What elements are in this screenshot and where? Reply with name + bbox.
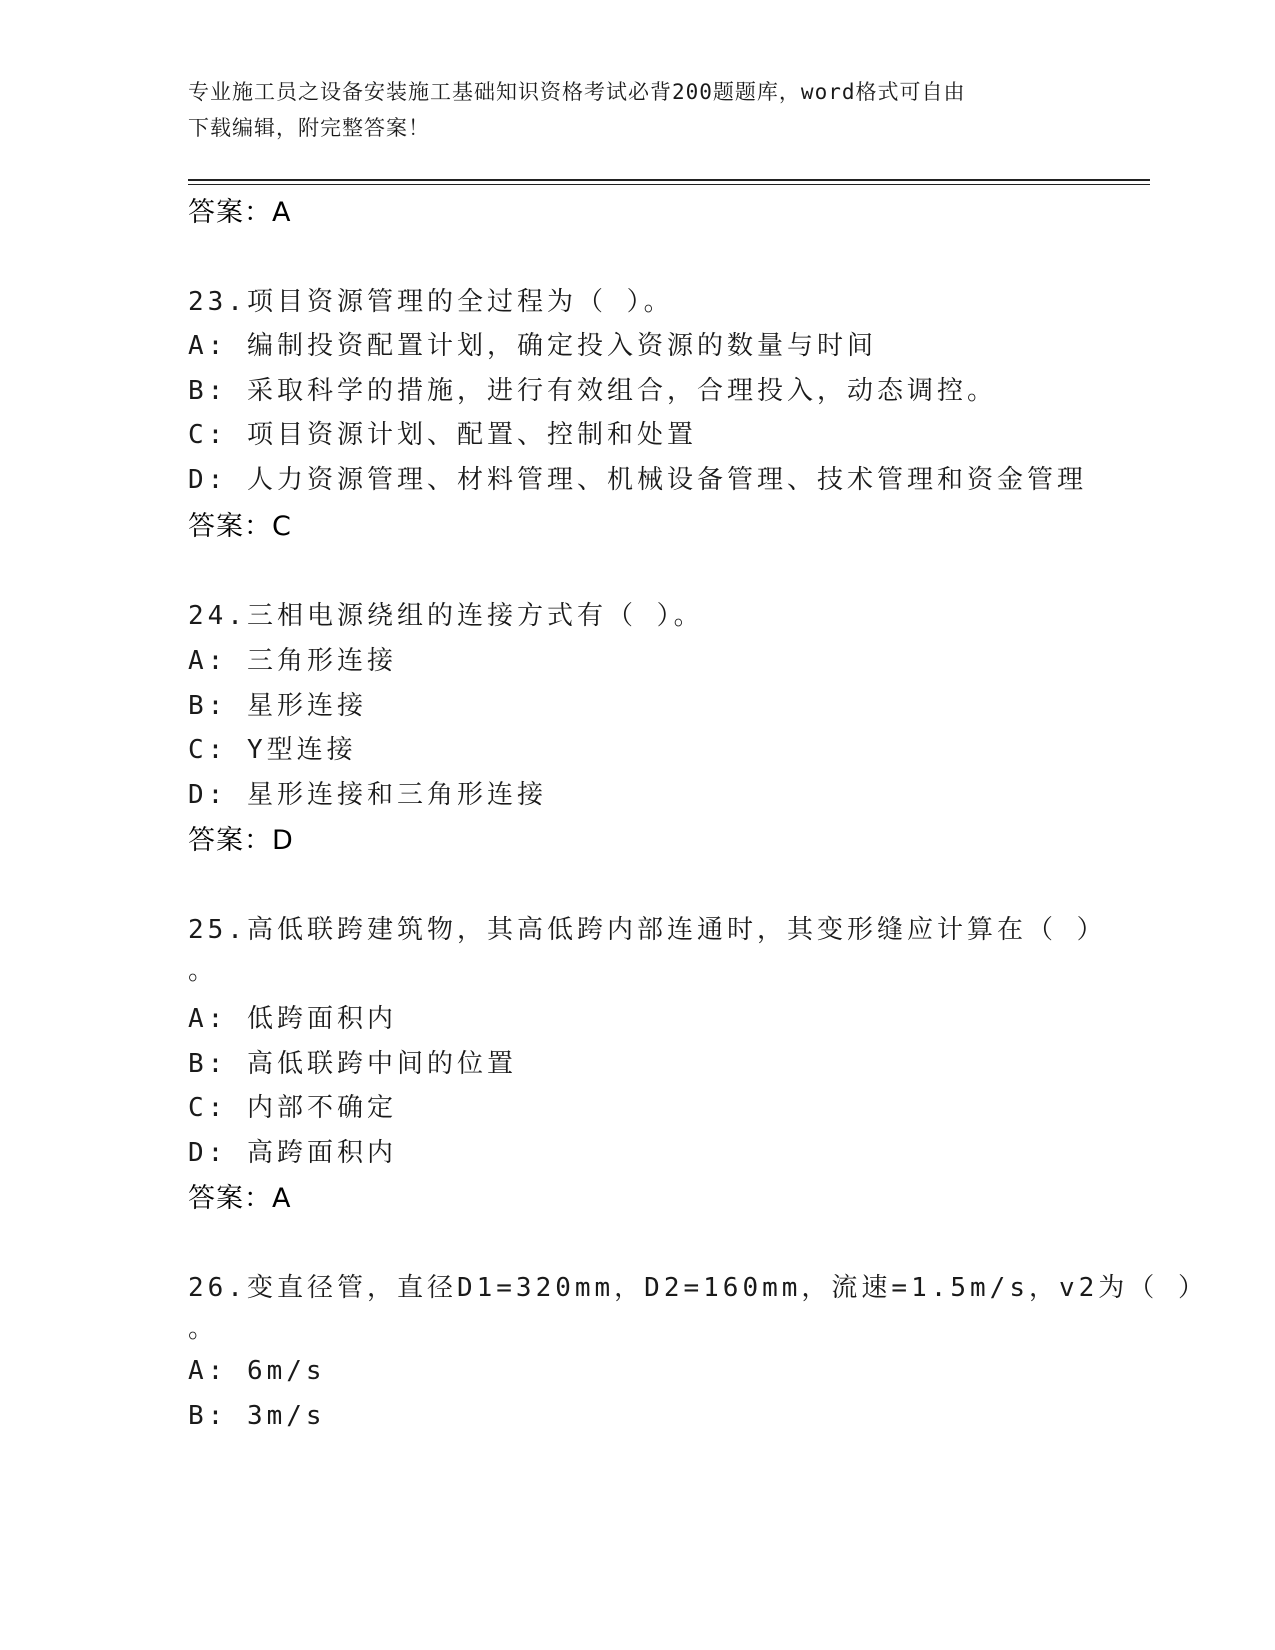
header-line-2: 下载编辑，附完整答案！: [188, 116, 430, 140]
option-a: A: 低跨面积内: [188, 1004, 397, 1034]
option-b: B: 高低联跨中间的位置: [188, 1049, 517, 1079]
option-b: B: 采取科学的措施，进行有效组合，合理投入，动态调控。: [188, 376, 997, 406]
option-d: D: 高跨面积内: [188, 1138, 397, 1168]
question-23: 23.项目资源管理的全过程为（ ）。: [188, 287, 674, 317]
answer-line: 答案：D: [188, 825, 294, 856]
option-c: C: Y型连接: [188, 735, 357, 765]
question-25: 25.高低联跨建筑物，其高低跨内部连通时，其变形缝应计算在（ ）: [188, 915, 1107, 945]
option-c: C: 项目资源计划、配置、控制和处置: [188, 420, 697, 450]
option-d: D: 星形连接和三角形连接: [188, 780, 547, 810]
answer-line: 答案：C: [188, 511, 292, 542]
option-b: B: 3m/s: [188, 1401, 326, 1431]
question-25-continued: 。: [188, 956, 219, 986]
question-24: 24.三相电源绕组的连接方式有（ ）。: [188, 601, 704, 631]
question-26-continued: 。: [188, 1314, 219, 1344]
option-b: B: 星形连接: [188, 691, 367, 721]
header-line-1: 专业施工员之设备安装施工基础知识资格考试必背200题题库，word格式可自由: [188, 80, 966, 104]
answer-line: 答案：A: [188, 1183, 292, 1214]
option-a: A: 编制投资配置计划，确定投入资源的数量与时间: [188, 331, 877, 361]
option-a: A: 6m/s: [188, 1356, 326, 1386]
header-divider-thin: [188, 184, 1150, 185]
document-header: [188, 74, 1088, 146]
option-d: D: 人力资源管理、材料管理、机械设备管理、技术管理和资金管理: [188, 465, 1087, 495]
header-divider: [188, 179, 1150, 181]
answer-line: 答案：A: [188, 197, 292, 228]
option-a: A: 三角形连接: [188, 646, 397, 676]
question-26: 26.变直径管，直径D1=320mm，D2=160mm，流速=1.5m/s，v2为（ ）: [188, 1273, 1208, 1303]
option-c: C: 内部不确定: [188, 1093, 397, 1123]
